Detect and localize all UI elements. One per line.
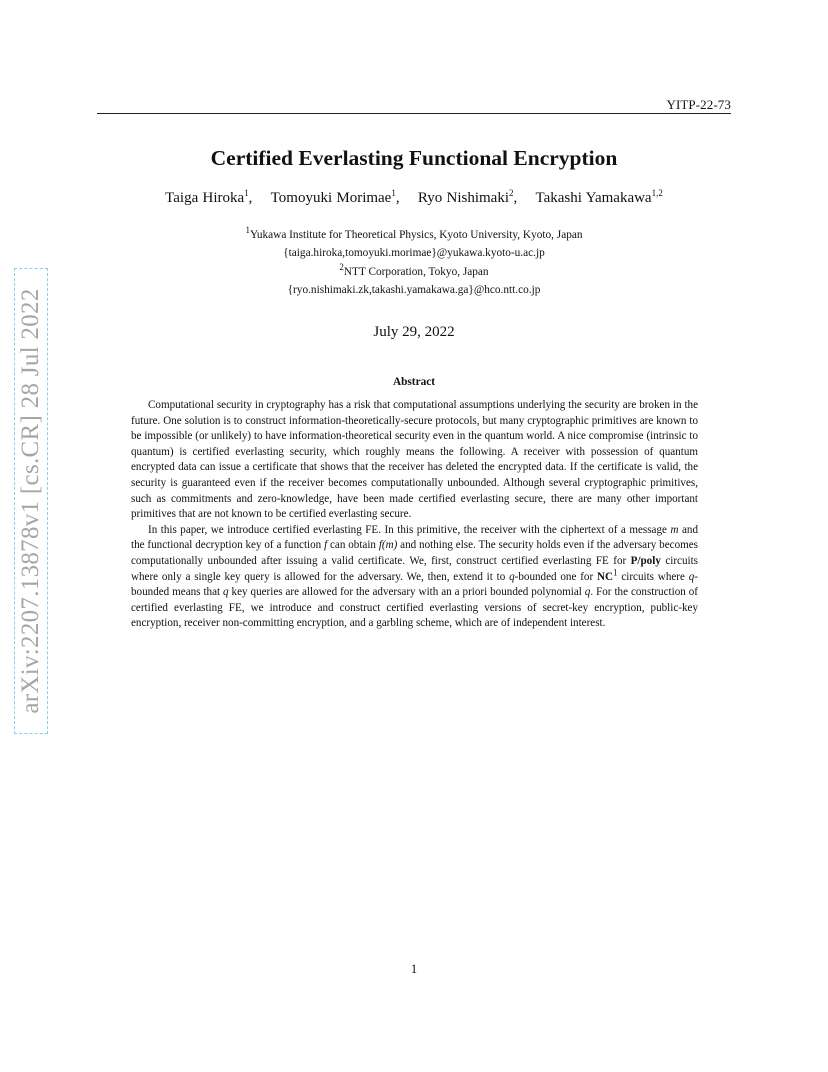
- report-number: YITP-22-73: [666, 97, 731, 112]
- math-symbol: f: [324, 539, 328, 552]
- abstract-paragraph: Computational security in cryptography has a risk that computational assumptions underlying the security are broken in the future. One solution is to construct information-theoretically-secure protocols, but many cryptographic primitives are known to be impossible (or unlikely) to have information-theoretical security even in the quantum world. A nice compromise (intrinsic to quantum) is certified everlasting security, which roughly means the following. A receiver with possession of quantum encrypted data can issue a certificate that shows that the receiver has deleted the encrypted data. If the certificate is valid, the security is guaranteed even if the receiver becomes computationally unbounded. Although several cryptographic primitives, such as commitments and zero-knowledge, have been made certified everlasting secure, there are many other important primitives that are not known to be certified everlasting secure.: [131, 399, 698, 521]
- affiliation-mark: 1: [391, 188, 396, 198]
- math-symbol: q: [584, 586, 591, 599]
- abstract-heading: Abstract: [392, 376, 436, 388]
- math-symbol: q: [509, 570, 515, 583]
- text-run: and the functional decryption key of a function: [131, 523, 698, 552]
- page-number: 1: [410, 961, 418, 976]
- abstract-paragraph: [131, 523, 698, 632]
- math-symbol: q: [223, 586, 229, 599]
- text-run: In this paper, we introduce certified everlasting FE. In this primitive, the receiver with the ciphertext of a message: [148, 523, 671, 536]
- affiliation-line: [0, 226, 828, 244]
- publication-date: July 29, 2022: [373, 324, 455, 340]
- author-name: Takashi Yamakawa: [535, 190, 652, 206]
- author: [418, 190, 517, 207]
- author-name: Ryo Nishimaki: [417, 190, 509, 206]
- affiliation-mark: 1: [245, 225, 250, 236]
- math-symbol: q: [688, 570, 695, 583]
- author: [271, 190, 400, 207]
- affiliation-line: [0, 263, 828, 281]
- arxiv-identifier: arXiv:2207.13878v1 [cs.CR] 28 Jul 2022: [17, 288, 44, 714]
- affiliation-mark: 1: [244, 188, 249, 198]
- affiliation-name: Yukawa Institute for Theoretical Physics, Kyoto University, Kyoto, Japan: [249, 229, 583, 241]
- affiliation-email: {taiga.hiroka,tomoyuki.morimae}@yukawa.kyoto-u.ac.jp: [283, 247, 545, 260]
- author-list: [0, 190, 828, 207]
- text-run: can obtain: [327, 539, 379, 552]
- author: [165, 190, 252, 207]
- text-run: and nothing else. The security holds even if the adversary becomes computationally unbounded after issuing a valid certificate. We, first, construct certified everlasting FE for: [131, 539, 698, 567]
- affiliations: [0, 226, 828, 299]
- complexity-class: P/poly: [630, 554, 661, 567]
- affiliation-name: NTT Corporation, Tokyo, Japan: [343, 265, 489, 278]
- author: [536, 190, 663, 207]
- text-run: -bounded one for: [514, 570, 597, 583]
- paper-title: Certified Everlasting Functional Encryption: [210, 146, 618, 170]
- affiliation-mark: 2: [339, 261, 344, 272]
- complexity-superscript: 1: [613, 566, 618, 577]
- math-symbol: f(m): [378, 539, 398, 552]
- author-name: Tomoyuki Morimae: [270, 190, 392, 206]
- affiliation-email: {ryo.nishimaki.zk,takashi.yamakawa.ga}@hco.ntt.co.jp: [287, 283, 541, 296]
- affiliation-mark: 1,2: [651, 188, 663, 198]
- author-separator: ,: [248, 190, 253, 206]
- text-run: . For the construction of certified everlasting FE, we introduce and construct certified everlasting versions of secret-key encryption, public-key encryption, receiver non-committing encryption, and a garbling scheme, which are of independent interest.: [131, 586, 698, 630]
- abstract-body: [131, 398, 698, 632]
- text-run: -bounded means that: [131, 570, 698, 599]
- text-run: key queries are allowed for the adversary with an a priori bounded polynomial: [228, 586, 585, 599]
- author-separator: ,: [395, 190, 400, 206]
- affiliation-mark: 2: [509, 188, 514, 198]
- header-rule: [97, 113, 731, 114]
- math-symbol: m: [670, 523, 679, 536]
- author-name: Taiga Hiroka: [165, 190, 245, 206]
- text-run: circuits where only a single key query is allowed for the adversary. We, then, extend it to: [131, 554, 698, 583]
- author-separator: ,: [513, 190, 518, 206]
- complexity-class: NC: [596, 570, 614, 583]
- text-run: circuits where: [617, 570, 689, 583]
